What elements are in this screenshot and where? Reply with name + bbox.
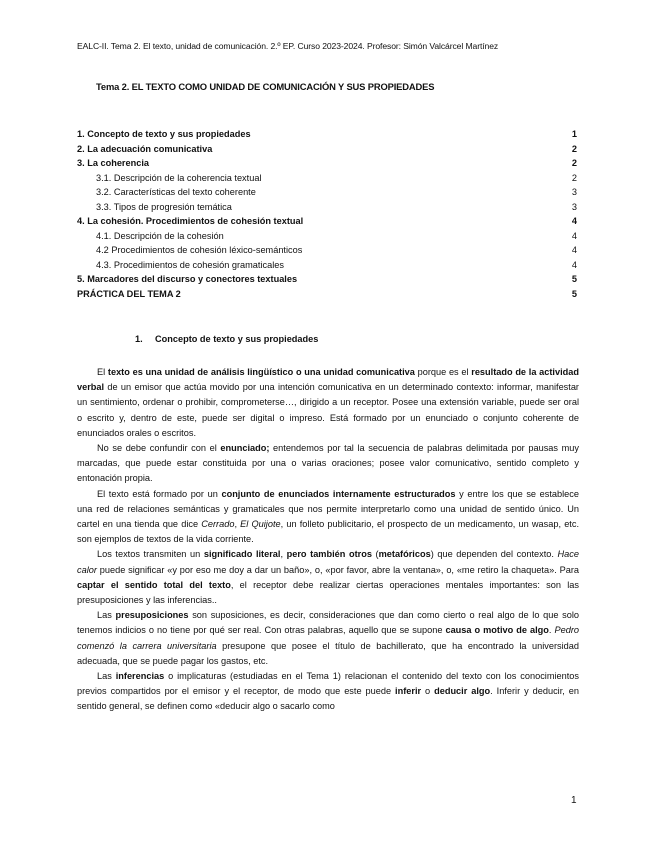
body-paragraph — [77, 365, 579, 441]
bold-text: resultado de la actividad verbal — [77, 367, 579, 393]
toc-entry-label: 3.3. Tipos de progresión temática — [96, 201, 232, 212]
toc-entry-page: 5 — [571, 274, 577, 284]
text-run: , — [234, 519, 241, 530]
text-run: son suposiciones, es decir, consideraciones que dan como cierto o real algo de lo que solo tenemos indicios o no tiene por qué ser real. Con otras palabras, aquello que se supone — [77, 610, 579, 636]
text-run: Las — [97, 610, 116, 621]
text-run: de un emisor que actúa movido por una intención comunicativa en un determinado contexto: informar, manifestar un sentimiento, ordenar o prohibir, comprometerse…, dirigido a un receptor. Posee una extensión variable, puede ser oral o escrito y, dentro de este, puede ser digital o impreso. Está formado por un enunciado o conjunto coherente de enunciados orales o escritos. — [77, 382, 579, 438]
toc-entry-page: 2 — [571, 143, 577, 154]
toc-entry-label: 5. Marcadores del discurso y conectores textuales — [77, 274, 298, 284]
toc-entry-label: 4.1. Descripción de la cohesión — [96, 230, 224, 241]
text-run: El — [97, 367, 108, 377]
bold-text: deducir algo — [434, 686, 491, 697]
table-of-contents — [77, 127, 577, 301]
body-paragraph — [77, 441, 579, 487]
toc-entry[interactable] — [77, 258, 577, 273]
body-paragraph — [77, 547, 579, 608]
text-run: puede significar «y por eso me doy a dar un baño», o, «por favor, abre la ventana», o, «me retiro la chaqueta». Para — [96, 564, 579, 575]
body-paragraph — [77, 608, 579, 669]
text-run: . — [548, 625, 555, 636]
toc-entry[interactable] — [77, 142, 577, 157]
toc-entry[interactable] — [77, 243, 577, 258]
body-text — [77, 365, 579, 715]
toc-entry-page: 4 — [571, 230, 577, 241]
text-run: ) que dependen del contexto. — [430, 549, 558, 560]
toc-entry[interactable] — [77, 156, 577, 171]
toc-entry-label: 4. La cohesión. Procedimientos de cohesión textual — [77, 216, 304, 226]
document-title: Tema 2. EL TEXTO COMO UNIDAD DE COMUNICACIÓN Y SUS PROPIEDADES — [96, 81, 435, 92]
toc-entry[interactable] — [77, 214, 577, 229]
bold-text: captar el sentido total del texto — [77, 579, 231, 590]
toc-entry[interactable] — [77, 171, 577, 186]
text-run: Los textos transmiten un — [97, 549, 204, 560]
toc-entry-page: 2 — [571, 172, 577, 183]
text-run: o — [421, 686, 435, 697]
toc-entry[interactable] — [77, 127, 577, 142]
toc-entry-label: PRÁCTICA DEL TEMA 2 — [77, 288, 181, 299]
toc-entry[interactable] — [77, 287, 577, 302]
text-run: No se debe confundir con el — [97, 443, 221, 454]
toc-entry-label: 2. La adecuación comunicativa — [77, 143, 213, 154]
body-paragraph — [77, 487, 579, 548]
running-header: EALC-II. Tema 2. El texto, unidad de comunicación. 2.º EP. Curso 2023-2024. Profesor: Simón Valcárcel Martínez — [77, 41, 499, 51]
toc-entry-page: 2 — [571, 158, 577, 168]
section-title: Concepto de texto y sus propiedades — [155, 334, 319, 344]
text-run: y entre los que se establece una red de relaciones semánticas y gramaticales que nos permite interpretarlo como una unidad de sentido único. Un cartel en una tienda que dice — [77, 488, 579, 530]
bold-text: metafóricos — [378, 549, 431, 560]
bold-text: pero también otros — [286, 549, 372, 560]
toc-entry-page: 3 — [571, 187, 577, 197]
section-number: 1. — [135, 334, 143, 344]
text-run: . Inferir y deducir, en sentido general, se definen como «deducir algo o sacarlo como — [77, 686, 579, 712]
text-run: El texto está formado por un — [97, 488, 222, 499]
italic-text: Pedro comenzó la carrera universitaria — [77, 625, 579, 651]
bold-text: enunciado; — [220, 443, 270, 454]
bold-text: causa o motivo de algo — [445, 625, 549, 636]
toc-entry-label: 4.3. Procedimientos de cohesión gramaticales — [96, 259, 284, 270]
bold-text: significado literal — [203, 549, 281, 560]
bold-text: conjunto de enunciados internamente estructurados — [221, 488, 456, 499]
toc-entry-page: 4 — [571, 216, 577, 226]
italic-text: El Quijote — [240, 519, 281, 530]
text-run: porque es el — [414, 367, 472, 377]
text-run: entendemos por tal la secuencia de palabras delimitada por pausas muy marcadas, que puede estar constituida por una o varias oraciones; posee valor comunicativo, sentido completo y entonación propia. — [77, 443, 579, 484]
toc-entry[interactable] — [77, 200, 577, 215]
section-heading — [135, 334, 318, 344]
toc-entry-page: 4 — [571, 259, 577, 270]
page-number: 1 — [571, 795, 577, 806]
toc-entry-label: 3. La coherencia — [77, 158, 150, 168]
text-run: , — [280, 549, 287, 560]
text-run: presupone que posee el título de bachillerato, que ha encontrado la universidad adecuada, que se puede pagar los gastos, etc. — [77, 640, 579, 666]
body-paragraph — [77, 669, 579, 715]
toc-entry-label: 3.1. Descripción de la coherencia textual — [96, 172, 262, 183]
bold-text: presuposiciones — [115, 610, 189, 621]
toc-entry[interactable] — [77, 272, 577, 287]
italic-text: Cerrado — [201, 519, 235, 530]
toc-entry-label: 3.2. Características del texto coherente — [96, 187, 256, 197]
bold-text: texto es una unidad de análisis lingüístico o una unidad comunicativa — [107, 367, 415, 377]
toc-entry-page: 1 — [571, 129, 577, 139]
toc-entry[interactable] — [77, 229, 577, 244]
toc-entry-label: 4.2 Procedimientos de cohesión léxico-semánticos — [96, 245, 303, 255]
toc-entry-label: 1. Concepto de texto y sus propiedades — [77, 129, 251, 139]
text-run: , un folleto publicitario, el prospecto de un medicamento, un wasap, etc. son ejemplos de textos de la vida corriente. — [77, 519, 580, 545]
text-run: , el receptor debe realizar ciertas operaciones mentales importantes: son las presuposiciones y las inferencias.. — [77, 579, 579, 606]
toc-entry-page: 5 — [571, 288, 577, 299]
toc-entry[interactable] — [77, 185, 577, 200]
text-run: o implicaturas (estudiadas en el Tema 1) relacionan el contenido del texto con los conocimientos previos compartidos por el emisor y el receptor, de modo que este puede — [77, 671, 579, 697]
bold-text: inferir — [395, 686, 422, 697]
text-run: ( — [371, 549, 379, 560]
toc-entry-page: 3 — [571, 201, 577, 212]
italic-text: Hace calor — [77, 549, 579, 575]
bold-text: inferencias — [115, 671, 165, 682]
text-run: Las — [97, 671, 116, 682]
toc-entry-page: 4 — [571, 245, 577, 255]
